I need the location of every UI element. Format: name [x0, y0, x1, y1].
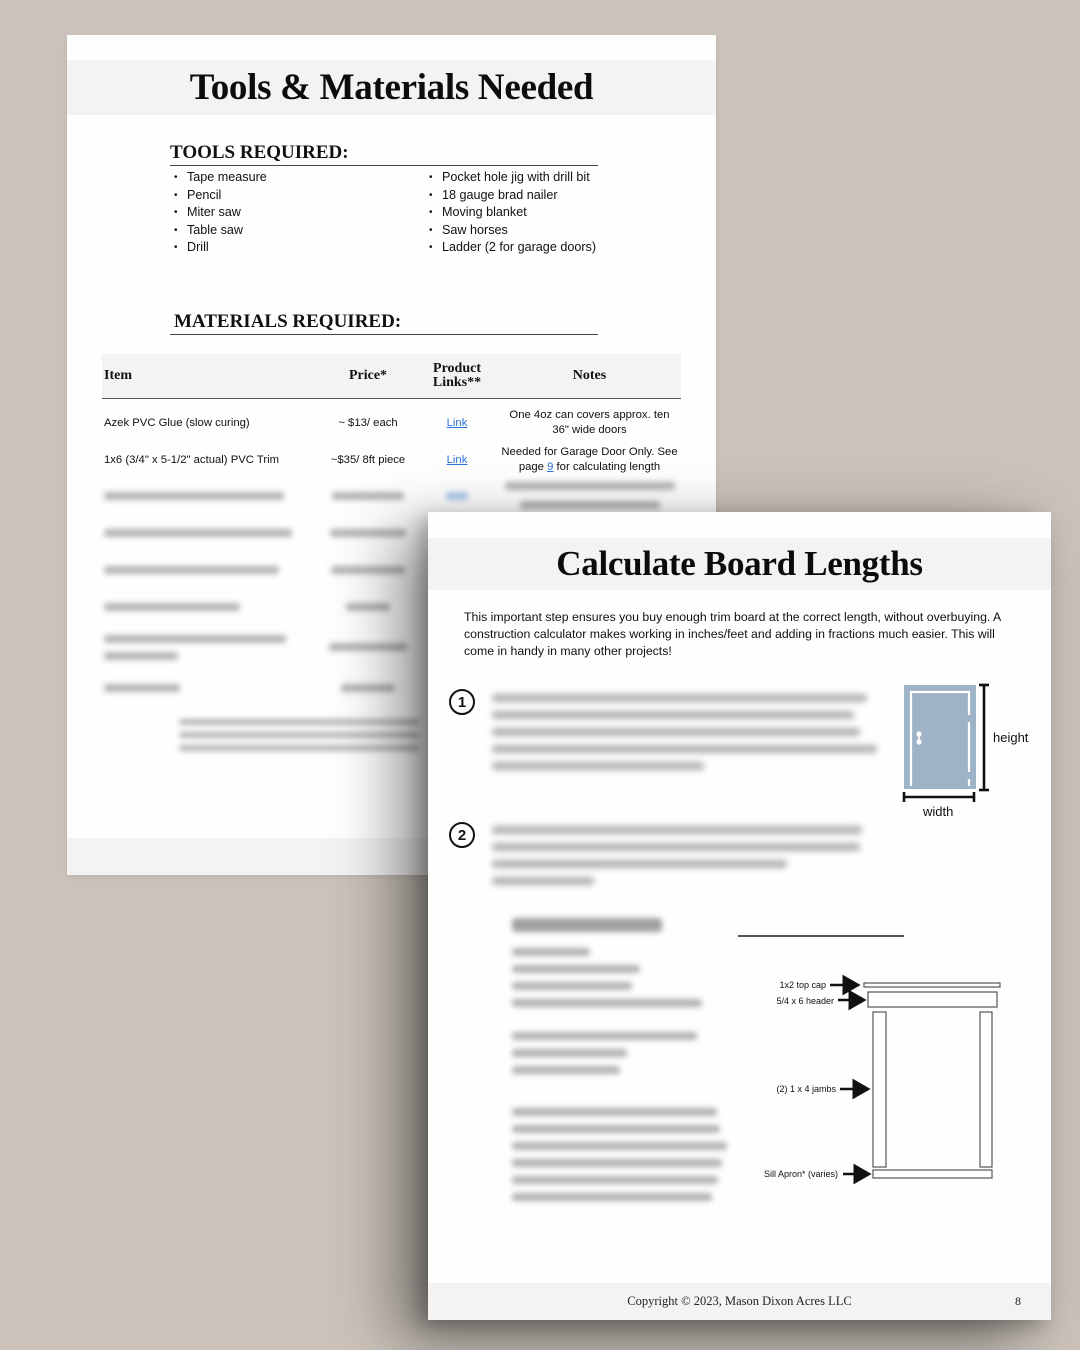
door-icon [898, 682, 1048, 827]
sill-apron-label: Sill Apron* (varies) [763, 1169, 838, 1179]
materials-heading: MATERIALS REQUIRED: [170, 311, 598, 335]
step-1-text-blurred [492, 694, 882, 779]
tools-list-col1 [174, 169, 267, 257]
list-item: • Pocket hole jig with drill bit [429, 169, 596, 187]
item-cell: 1x6 (3/4" x 5-1/2" actual) PVC Trim [104, 453, 280, 466]
price-cell: ~ $13/ each [338, 416, 398, 429]
col-item: Item [104, 368, 132, 383]
page-title: Calculate Board Lengths [556, 544, 923, 583]
tools-list-col2 [429, 169, 596, 257]
list-item: • Drill [174, 239, 267, 257]
formula-block-blurred [512, 1032, 727, 1083]
table-row [102, 404, 681, 441]
list-item: • Table saw [174, 222, 267, 240]
header-label: 5/4 x 6 header [776, 996, 834, 1006]
col-links-line1: Product [433, 361, 481, 376]
step-2-text-blurred [492, 826, 882, 894]
notes-text: for calculating length [553, 460, 661, 473]
notes-cell [498, 408, 681, 438]
notes-cell [498, 445, 681, 475]
intro-paragraph: This important step ensures you buy enough trim board at the correct length, without overbuying. A construction calculator makes working in inches/feet and adding in fractions much easier. This will come in handy in many other projects! [464, 610, 1001, 658]
formula-block-blurred [512, 948, 727, 1016]
notes-line: Needed for Garage Door Only. See [501, 445, 678, 458]
col-price: Price* [348, 368, 388, 383]
entry-doors-heading-blurred [512, 916, 662, 937]
notes-text: page [518, 460, 548, 473]
page-calculate-board-lengths [428, 512, 1051, 1320]
product-link[interactable]: Link [446, 453, 468, 466]
title-band [428, 538, 1051, 590]
notes-line: One 4oz can covers approx. ten [509, 408, 670, 421]
footnotes [179, 716, 419, 755]
list-item: • Pencil [174, 187, 267, 205]
notes-line: 36" wide doors [552, 423, 627, 436]
item-cell: Azek PVC Glue (slow curing) [104, 416, 250, 429]
page-number: 8 [1015, 1294, 1021, 1308]
divider [738, 935, 904, 937]
step-1-badge: 1 [449, 689, 475, 715]
copyright-text: Copyright © 2023, Mason Dixon Acres LLC [627, 1294, 852, 1308]
col-links [416, 362, 498, 390]
list-item: • 18 gauge brad nailer [429, 187, 596, 205]
list-item: • Tape measure [174, 169, 267, 187]
page-title: Tools & Materials Needed [189, 67, 594, 108]
top-cap-label: 1x2 top cap [779, 980, 826, 990]
col-links-line2: Links** [432, 375, 482, 390]
page-link[interactable]: 9 [547, 460, 554, 473]
table-row [102, 441, 681, 478]
height-label: height [993, 730, 1029, 745]
list-item: • Miter saw [174, 204, 267, 222]
col-notes: Notes [572, 368, 607, 383]
note-block-blurred [512, 1108, 727, 1210]
notes-line [498, 460, 681, 475]
table-header [102, 354, 681, 399]
title-band [67, 60, 716, 115]
door-dimension-diagram [898, 682, 1048, 827]
page-footer [428, 1283, 1051, 1320]
jambs-label: (2) 1 x 4 jambs [776, 1084, 836, 1094]
product-link[interactable]: Link [446, 416, 468, 429]
trim-frame-diagram [748, 972, 1008, 1187]
list-item: • Moving blanket [429, 204, 596, 222]
price-cell: ~$35/ 8ft piece [330, 453, 406, 466]
list-item: • Ladder (2 for garage doors) [429, 239, 596, 257]
list-item: • Saw horses [429, 222, 596, 240]
tools-heading: TOOLS REQUIRED: [170, 142, 598, 166]
width-label: width [923, 804, 954, 819]
step-2-badge: 2 [449, 822, 475, 848]
blurred-row [102, 478, 681, 515]
